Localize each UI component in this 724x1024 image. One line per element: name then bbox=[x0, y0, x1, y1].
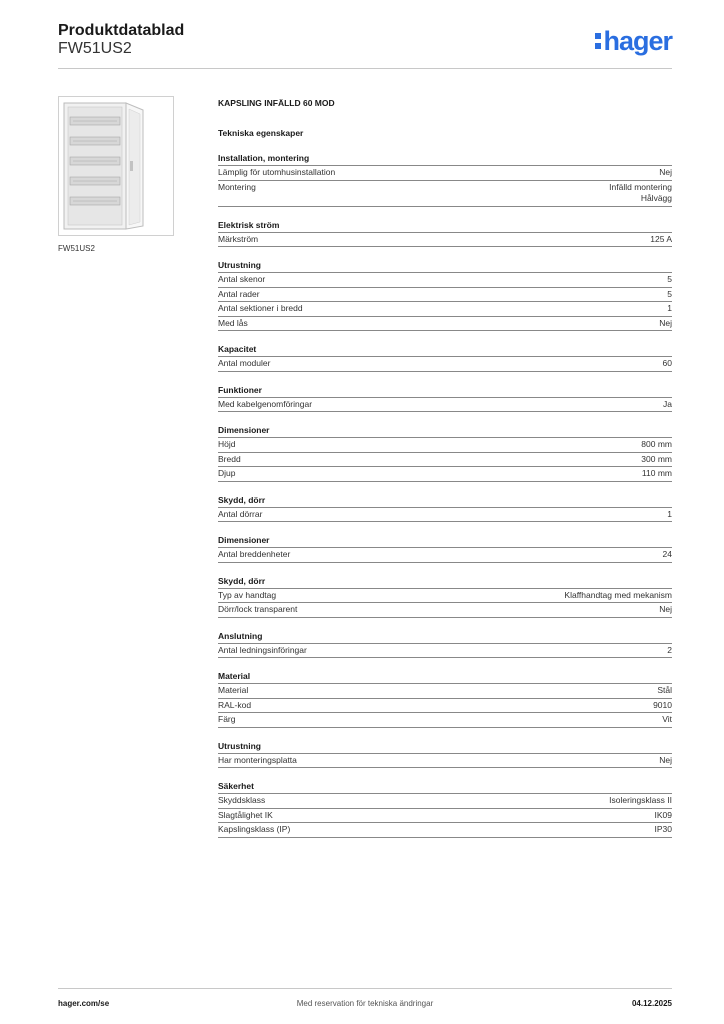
spec-value-group bbox=[667, 645, 672, 657]
spec-value: Nej bbox=[659, 167, 672, 177]
spec-section bbox=[218, 740, 672, 769]
document-title: Produktdatablad bbox=[58, 22, 185, 39]
spec-label: Antal rader bbox=[218, 288, 260, 299]
spec-value-group bbox=[650, 234, 672, 246]
spec-section bbox=[218, 494, 672, 523]
spec-value: Infälld montering bbox=[609, 181, 672, 192]
spec-label: Typ av handtag bbox=[218, 589, 277, 600]
spec-value-group bbox=[659, 167, 672, 179]
spec-label: Antal breddenheter bbox=[218, 549, 291, 559]
spec-label: Med kabelgenomföringar bbox=[218, 398, 313, 409]
spec-label: Höjd bbox=[218, 439, 236, 449]
spec-label: Bredd bbox=[218, 453, 241, 464]
spec-row bbox=[218, 713, 672, 728]
spec-value-group bbox=[667, 509, 672, 521]
spec-value-group bbox=[667, 303, 672, 315]
spec-value: Ja bbox=[663, 398, 672, 409]
logo-colon-icon bbox=[595, 33, 601, 49]
spec-row bbox=[218, 302, 672, 317]
image-caption: FW51US2 bbox=[58, 244, 95, 253]
hager-logo bbox=[595, 26, 672, 56]
spec-row bbox=[218, 467, 672, 482]
spec-value-group bbox=[663, 549, 672, 561]
section-title: Säkerhet bbox=[218, 780, 672, 794]
spec-section bbox=[218, 424, 672, 482]
spec-row bbox=[218, 453, 672, 468]
spec-heading: Tekniska egenskaper bbox=[218, 128, 304, 138]
spec-value-group bbox=[655, 824, 673, 836]
spec-section bbox=[218, 670, 672, 728]
spec-section bbox=[218, 343, 672, 372]
footer-date: 04.12.2025 bbox=[631, 999, 672, 1008]
section-title: Elektrisk ström bbox=[218, 219, 672, 233]
spec-label: Antal ledningsinföringar bbox=[218, 644, 307, 655]
spec-value: Isoleringsklass II bbox=[609, 795, 672, 805]
spec-label: Slagtålighet IK bbox=[218, 809, 273, 820]
spec-row bbox=[218, 233, 672, 248]
spec-value-group bbox=[641, 454, 672, 466]
spec-value: 110 mm bbox=[641, 468, 672, 478]
spec-value-group bbox=[655, 810, 673, 822]
spec-row bbox=[218, 603, 672, 618]
spec-table bbox=[218, 96, 672, 838]
spec-label: Antal dörrar bbox=[218, 508, 263, 519]
spec-row bbox=[218, 548, 672, 563]
spec-value: 5 bbox=[667, 274, 672, 284]
footer-note: Med reservation för tekniska ändringar bbox=[296, 999, 434, 1008]
spec-value-group bbox=[667, 274, 672, 286]
spec-row bbox=[218, 508, 672, 523]
spec-value-group bbox=[657, 685, 672, 697]
section-title: Anslutning bbox=[218, 630, 672, 644]
spec-row bbox=[218, 398, 672, 413]
spec-row bbox=[218, 357, 672, 372]
spec-section bbox=[218, 219, 672, 248]
spec-value: 800 mm bbox=[641, 439, 672, 449]
spec-value-group bbox=[662, 714, 672, 726]
spec-section bbox=[218, 780, 672, 838]
spec-section bbox=[218, 152, 672, 207]
spec-value: Stål bbox=[657, 685, 672, 695]
spec-value: Nej bbox=[659, 317, 672, 328]
spec-label: Antal sektioner i bredd bbox=[218, 303, 303, 313]
document-subtitle: FW51US2 bbox=[58, 40, 132, 57]
spec-value-secondary: Hålvägg bbox=[640, 193, 672, 203]
spec-row bbox=[218, 273, 672, 288]
spec-value: 2 bbox=[667, 644, 672, 655]
spec-label: Har monteringsplatta bbox=[218, 754, 297, 765]
section-title: Installation, montering bbox=[218, 152, 672, 166]
spec-row bbox=[218, 438, 672, 453]
spec-value-group bbox=[564, 590, 672, 602]
spec-label: Antal moduler bbox=[218, 358, 271, 368]
spec-row bbox=[218, 809, 672, 824]
section-title: Material bbox=[218, 670, 672, 684]
spec-value: Nej bbox=[659, 754, 672, 765]
enclosure-cabinet-icon bbox=[59, 97, 173, 235]
spec-label: Antal skenor bbox=[218, 274, 266, 284]
product-image bbox=[58, 96, 174, 236]
section-title: Funktioner bbox=[218, 384, 672, 398]
spec-value-group bbox=[653, 700, 672, 712]
footer-website: hager.com/se bbox=[58, 999, 110, 1008]
spec-value: 1 bbox=[667, 303, 672, 313]
spec-row bbox=[218, 794, 672, 809]
spec-value-group bbox=[663, 399, 672, 411]
spec-section bbox=[218, 630, 672, 659]
spec-value: 60 bbox=[662, 358, 672, 368]
section-title: Dimensioner bbox=[218, 424, 672, 438]
spec-value-group bbox=[609, 182, 672, 205]
spec-value-group bbox=[667, 289, 672, 301]
spec-value-group bbox=[659, 318, 672, 330]
spec-section bbox=[218, 384, 672, 413]
spec-section bbox=[218, 534, 672, 563]
spec-value: 5 bbox=[667, 288, 672, 299]
spec-label: Färg bbox=[218, 714, 236, 724]
spec-row bbox=[218, 166, 672, 181]
spec-value: 24 bbox=[662, 549, 672, 559]
spec-label: Märkström bbox=[218, 233, 259, 244]
spec-label: Dörr/lock transparent bbox=[218, 604, 298, 614]
spec-row bbox=[218, 181, 672, 207]
spec-row bbox=[218, 823, 672, 838]
spec-row bbox=[218, 699, 672, 714]
spec-row bbox=[218, 644, 672, 659]
spec-value: 300 mm bbox=[641, 453, 672, 464]
spec-label: Kapslingsklass (IP) bbox=[218, 824, 291, 834]
section-title: Utrustning bbox=[218, 259, 672, 273]
spec-label: Lämplig för utomhusinstallation bbox=[218, 167, 336, 177]
spec-value-group bbox=[642, 468, 672, 480]
spec-value-group bbox=[609, 795, 672, 807]
spec-value: Nej bbox=[659, 604, 672, 614]
page-header bbox=[58, 20, 672, 69]
spec-label: Montering bbox=[218, 181, 256, 192]
spec-value-group bbox=[659, 604, 672, 616]
spec-value-group bbox=[663, 358, 672, 370]
section-title: Kapacitet bbox=[218, 343, 672, 357]
spec-value-group bbox=[659, 755, 672, 767]
spec-value: 1 bbox=[667, 508, 672, 519]
spec-row bbox=[218, 684, 672, 699]
spec-row bbox=[218, 589, 672, 604]
spec-row bbox=[218, 317, 672, 332]
spec-label: Material bbox=[218, 685, 249, 695]
spec-row bbox=[218, 288, 672, 303]
spec-label: Med lås bbox=[218, 317, 248, 328]
section-title: Utrustning bbox=[218, 740, 672, 754]
spec-label: Djup bbox=[218, 468, 236, 478]
section-title: Skydd, dörr bbox=[218, 494, 672, 508]
section-title: Skydd, dörr bbox=[218, 575, 672, 589]
spec-label: Skyddsklass bbox=[218, 795, 266, 805]
section-title: Dimensioner bbox=[218, 534, 672, 548]
spec-section bbox=[218, 575, 672, 618]
spec-value: Vit bbox=[662, 714, 672, 724]
spec-value: 9010 bbox=[653, 699, 672, 710]
product-name: KAPSLING INFÄLLD 60 MOD bbox=[218, 98, 335, 108]
spec-value: IP30 bbox=[654, 824, 672, 834]
spec-label: RAL-kod bbox=[218, 699, 252, 710]
page-footer bbox=[58, 988, 672, 1008]
spec-value: Klaffhandtag med mekanism bbox=[564, 589, 672, 600]
logo-wordmark: hager bbox=[603, 26, 672, 56]
spec-section bbox=[218, 259, 672, 331]
spec-value: IK09 bbox=[654, 809, 672, 820]
spec-row bbox=[218, 754, 672, 769]
spec-value: 125 A bbox=[650, 233, 672, 244]
spec-value-group bbox=[641, 439, 672, 451]
